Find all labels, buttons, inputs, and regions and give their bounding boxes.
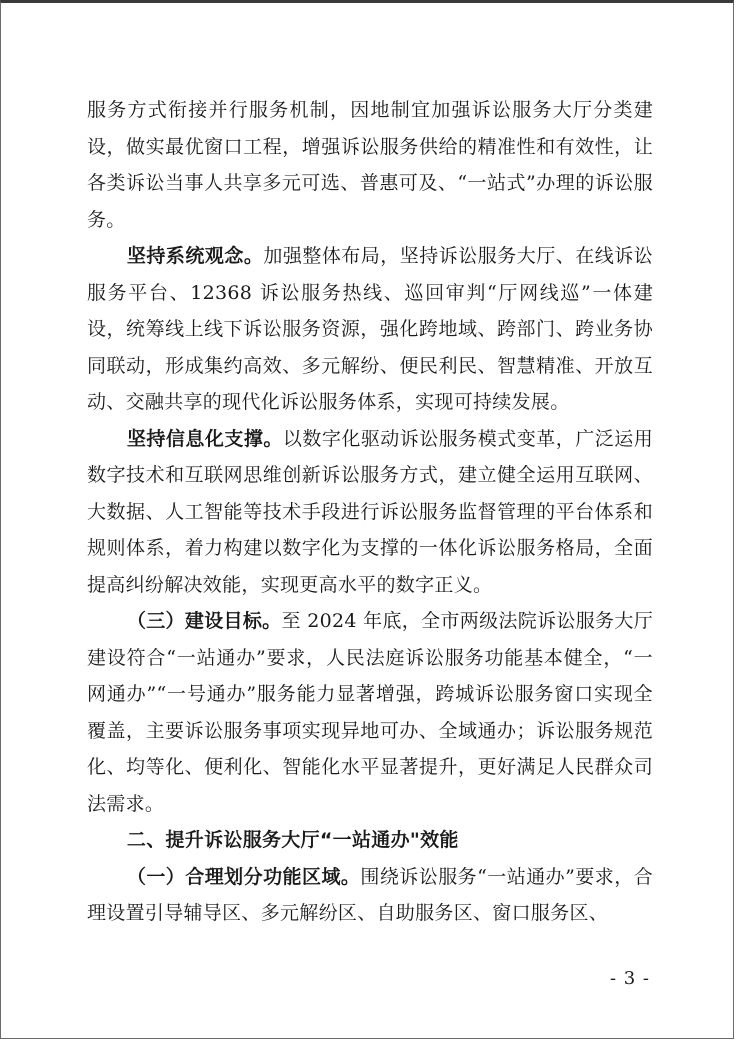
- page-number: - 3 -: [609, 968, 650, 989]
- paragraph-2: [87, 238, 653, 421]
- section-heading: 二、提升诉讼服务大厅“一站通办"效能: [126, 829, 459, 851]
- document-body: [87, 92, 653, 932]
- paragraph-4-lead: （三）建设目标。: [126, 610, 282, 632]
- paragraph-2-lead: 坚持系统观念。: [126, 245, 264, 267]
- paragraph-1: 服务方式衔接并行服务机制，因地制宜加强诉讼服务大厅分类建设，做实最优窗口工程，增强诉讼服务供给的精准性和有效性，让各类诉讼当事人共享多元可选、普惠可及、“一站式”办理的诉讼服务。: [87, 99, 653, 231]
- paragraph-3-body: 以数字化驱动诉讼服务模式变革，广泛运用数字技术和互联网思维创新诉讼服务方式，建立健全运用互联网、大数据、人工智能等技术手段进行诉讼服务监督管理的平台体系和规则体系，着力构建以数字化为支撑的一体化诉讼服务格局，全面提高纠纷解决效能，实现更高水平的数字正义。: [87, 427, 654, 596]
- paragraph-4: [87, 603, 653, 822]
- paragraph-3: [87, 421, 653, 604]
- paragraph-4-body: 至 2024 年底，全市两级法院诉讼服务大厅建设符合“一站通办”要求，人民法庭诉讼服务功能基本健全，“一网通办”“一号通办”服务能力显著增强，跨城诉讼服务窗口实现全覆盖，主要诉讼服务事项实现异地可办、全域通办；诉讼服务规范化、均等化、便利化、智能化水平显著提升，更好满足人民群众司法需求。: [87, 610, 653, 815]
- paragraph-5-lead: （一）合理划分功能区域。: [126, 865, 361, 888]
- paragraph-5: [87, 859, 653, 932]
- paragraph-5-body: 围绕诉讼服务“一站通办”要求，合理设置引导辅导区、多元解纷区、自助服务区、窗口服务区、: [87, 865, 653, 924]
- paragraph-3-lead: 坚持信息化支撑。: [126, 427, 283, 450]
- paragraph-2-body: 加强整体布局，坚持诉讼服务大厅、在线诉讼服务平台、12368 诉讼服务热线、巡回审判“厅网线巡”一体建设，统筹线上线下诉讼服务资源，强化跨地域、跨部门、跨业务协同联动，形成集约高效、多元解纷、便民利民、智慧精准、开放互动、交融共享的现代化诉讼服务体系，实现可持续发展。: [87, 245, 653, 413]
